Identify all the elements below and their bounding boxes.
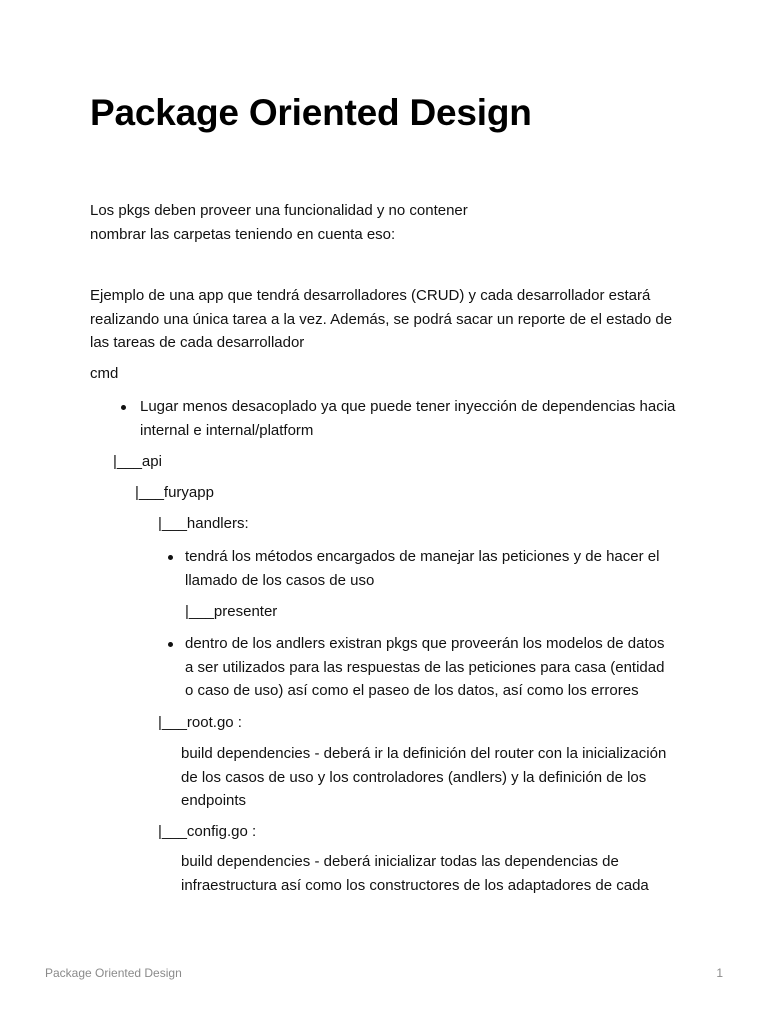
footer-title: Package Oriented Design [45,966,182,980]
root-description [181,742,666,813]
config-desc-line: infraestructura así como los constructores de los adaptadores de cada [181,876,649,894]
tree-config: |___config.go : [158,823,257,840]
tree-root: |___root.go : [158,714,242,731]
presenter-bullet-line: dentro de los andlers existran pkgs que proveerán los modelos de datos [185,635,665,652]
bullet-dot [121,405,126,410]
presenter-bullet-text [185,632,664,703]
example-paragraph [90,284,672,355]
handlers-bullet-text [185,545,659,592]
handlers-bullet-line: llamado de los casos de uso [185,571,375,589]
example-line: realizando una única tarea a la vez. Además, se podrá sacar un reporte de el estado de [90,310,673,328]
example-line: Ejemplo de una app que tendrá desarrolladores (CRUD) y cada desarrollador estará [90,287,651,304]
tree-presenter: |___presenter [185,603,278,620]
example-line: las tareas de cada desarrollador [90,334,305,351]
bullet-dot [168,555,173,560]
presenter-bullet-line: o caso de uso) así como el paseo de los datos, así como los errores [185,682,639,699]
root-desc-line: endpoints [181,792,247,809]
footer-page-number: 1 [716,966,723,980]
root-desc-line: build dependencies - deberá ir la definición del router con la inicialización [181,745,667,762]
intro-line: Los pkgs deben proveer una funcionalidad y no contener [90,202,468,219]
tree-api: |___api [113,453,162,470]
intro-line: nombrar las carpetas teniendo en cuenta eso: [90,225,396,243]
page-title: Package Oriented Design [90,92,532,133]
config-desc-line: build dependencies - deberá inicializar todas las dependencias de [181,853,619,870]
presenter-bullet-line: a ser utilizados para las respuestas de las peticiones para casa (entidad [185,658,665,676]
cmd-bullet-line: Lugar menos desacoplado ya que puede tener inyección de dependencias hacia [140,398,676,415]
cmd-bullet-text [140,395,675,442]
handlers-bullet-line: tendrá los métodos encargados de manejar las peticiones y de hacer el [185,548,660,565]
tree-handlers: |___handlers: [158,515,249,532]
cmd-bullet-line: internal e internal/platform [140,421,314,439]
root-desc-line: de los casos de uso y los controladores (andlers) y la definición de los [181,768,647,786]
tree-furyapp: |___furyapp [135,484,214,501]
intro-paragraph [90,199,468,246]
bullet-dot [168,642,173,647]
config-description [181,850,649,897]
cmd-label: cmd [90,365,119,382]
